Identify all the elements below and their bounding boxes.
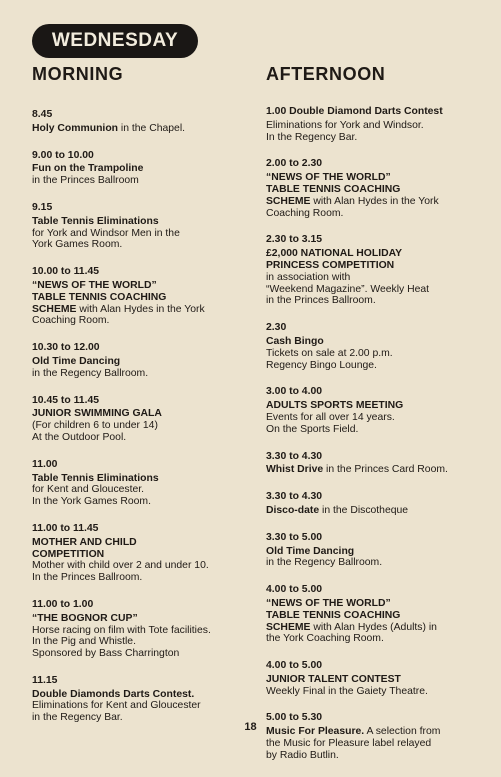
entry-detail: Horse racing on film with Tote facilities. [32,624,211,636]
schedule-entry [266,584,486,645]
entry-line [266,424,486,436]
entry-detail: in the Regency Bar. [32,712,123,724]
entry-line [32,496,252,508]
schedule-entry [266,712,486,761]
entry-detail: in the Regency Ballroom. [32,367,149,379]
entry-title: “NEWS OF THE WORLD” [266,172,391,184]
schedule-entry [32,675,252,724]
schedule-entry [32,109,252,135]
entry-time: 3.30 to 5.00 [266,531,323,543]
schedule-entry [32,459,252,508]
entry-title: SCHEME [266,621,311,633]
afternoon-column [266,106,486,777]
entry-line [266,610,486,622]
entry-title: Whist Drive [266,464,324,476]
entry-line [266,400,486,412]
schedule-entry [266,158,486,219]
schedule-entry [266,386,486,435]
entry-line [32,292,252,304]
schedule-entry [266,234,486,307]
entry-detail: A selection from [364,726,441,738]
entry-time: 11.00 [32,458,58,470]
entry-line [32,700,252,712]
entry-detail: In the Regency Bar. [266,131,358,143]
entry-title: PRINCESS COMPETITION [266,259,395,271]
entry-detail: Mother with child over 2 and under 10. [32,560,209,572]
entry-line [266,686,486,698]
entry-line [266,557,486,569]
entry-title: Table Tennis Eliminations [32,472,159,484]
entry-detail: with Alan Hydes in the York [76,303,205,315]
entry-title: £2,000 NATIONAL HOLIDAY [266,248,403,260]
entry-line [266,272,486,284]
entry-line [266,738,486,750]
entry-time: 9.15 [32,201,53,213]
entry-line [32,484,252,496]
entry-time: 2.30 [266,322,287,334]
entry-time: 5.00 to 5.30 [266,712,323,724]
entry-time: 4.00 to 5.00 [266,584,323,596]
entry-line [32,408,252,420]
schedule-entry [32,523,252,584]
entry-detail: in the Regency Ballroom. [266,557,383,569]
schedule-entry [266,322,486,371]
entry-line [266,208,486,220]
entry-time: 11.15 [32,674,58,686]
entry-title: Disco-date [266,504,320,516]
entry-detail: for York and Windsor Men in the [32,227,180,239]
entry-line [266,674,486,686]
entry-line [266,598,486,610]
schedule-entry [266,451,486,477]
entry-detail: (For children 6 to under 14) [32,420,158,432]
entry-detail: At the Outdoor Pool. [32,431,127,443]
entry-title: Fun on the Trampoline [32,163,144,175]
entry-detail: York Games Room. [32,239,123,251]
entry-title: Table Tennis Eliminations [32,215,159,227]
schedule-entry [266,106,486,143]
entry-time: 10.45 to 11.45 [32,394,100,406]
schedule-entry [32,599,252,660]
morning-column [32,109,252,739]
entry-line [32,537,252,549]
entry-line [266,284,486,296]
afternoon-heading: AFTERNOON [266,64,386,84]
entry-title: “NEWS OF THE WORLD” [32,279,157,291]
entry-title: SCHEME [32,303,77,315]
schedule-entry [32,150,252,187]
entry-detail: with Alan Hydes in the York [310,195,439,207]
entry-detail: Regency Bingo Lounge. [266,359,377,371]
entry-title: Cash Bingo [266,335,324,347]
entry-title: COMPETITION [32,548,105,560]
entry-detail: In the Princes Ballroom. [32,572,143,584]
entry-line [32,473,252,485]
entry-title: TABLE TENNIS COACHING [32,291,167,303]
entry-title: Music For Pleasure. [266,726,365,738]
entry-time: 2.30 to 3.15 [266,234,323,246]
entry-title: “NEWS OF THE WORLD” [266,597,391,609]
entry-detail: Tickets on sale at 2.00 p.m. [266,347,393,359]
entry-detail: On the Sports Field. [266,423,359,435]
entry-line [32,163,252,175]
entry-line [32,216,252,228]
entry-line [32,315,252,327]
entry-title: Holy Communion [32,122,119,134]
day-tab [32,24,198,58]
entry-time: 11.00 to 11.45 [32,522,99,534]
entry-detail: Eliminations for Kent and Gloucester [32,700,201,712]
entry-line [266,260,486,272]
entry-line [266,464,486,476]
entry-detail: with Alan Hydes (Adults) in [310,621,437,633]
entry-title: Double Diamonds Darts Contest. [32,688,195,700]
entry-line [266,295,486,307]
entry-detail: In the York Games Room. [32,496,151,508]
schedule-entry [266,532,486,569]
schedule-entry [32,202,252,251]
entry-title: Old Time Dancing [32,355,121,367]
entry-line [32,368,252,380]
entry-line [266,184,486,196]
entry-detail: in the Discotheque [319,504,409,516]
entry-detail: in the Chapel. [118,122,186,134]
entry-line [266,750,486,762]
entry-time: 4.00 to 5.00 [266,660,323,672]
entry-detail: in the Princes Ballroom. [266,295,376,307]
entry-time: 2.00 to 2.30 [266,158,323,170]
entry-detail: for Kent and Gloucester. [32,484,145,496]
entry-line [266,248,486,260]
page-number: 18 [244,721,257,733]
entry-time: 9.00 to 10.00 [32,149,94,161]
entry-line [266,633,486,645]
entry-time: 3.00 to 4.00 [266,386,323,398]
day-label: WEDNESDAY [51,30,179,51]
entry-detail: Eliminations for York and Windsor. [266,119,424,131]
entry-title: ADULTS SPORTS MEETING [266,400,404,412]
entry-line [32,239,252,251]
entry-line [32,689,252,701]
entry-line [32,175,252,187]
entry-line [266,505,486,517]
entry-line [266,360,486,372]
entry-line [32,280,252,292]
entry-line [32,228,252,240]
entry-detail: the Music for Pleasure label relayed [266,738,432,750]
entry-line [32,560,252,572]
entry-detail: in association with [266,271,351,283]
entry-line [266,196,486,208]
entry-line [266,336,486,348]
entry-line [266,348,486,360]
entry-title: JUNIOR SWIMMING GALA [32,408,162,420]
entry-line [266,546,486,558]
entry-detail: Coaching Room. [266,207,344,219]
entry-title: TABLE TENNIS COACHING [266,609,401,621]
entry-detail: Coaching Room. [32,315,110,327]
entry-title: MOTHER AND CHILD [32,536,137,548]
entry-line [266,172,486,184]
entry-title: SCHEME [266,195,311,207]
entry-line [266,622,486,634]
entry-title: JUNIOR TALENT CONTEST [266,673,401,685]
entry-detail: in the Princes Card Room. [323,464,448,476]
entry-time: 10.00 to 11.45 [32,266,100,278]
entry-line [32,613,252,625]
entry-time: 10.30 to 12.00 [32,342,100,354]
schedule-entry [32,395,252,444]
entry-detail: in the Princes Ballroom [32,175,139,187]
entry-detail: the York Coaching Room. [266,633,384,645]
entry-line [266,120,486,132]
entry-line [32,572,252,584]
entry-title: TABLE TENNIS COACHING [266,183,401,195]
entry-time: 3.30 to 4.30 [266,491,323,503]
entry-line [266,412,486,424]
schedule-entry [266,491,486,517]
entry-time: 1.00 Double Diamond Darts Contest [266,106,443,117]
entry-detail: Sponsored by Bass Charrington [32,648,180,660]
entry-line [32,432,252,444]
entry-line [32,549,252,561]
schedule-entry [32,266,252,327]
entry-line [32,625,252,637]
entry-time: 11.00 to 1.00 [32,598,94,610]
entry-detail: Weekly Final in the Gaiety Theatre. [266,685,428,697]
entry-detail: “Weekend Magazine”. Weekly Heat [266,283,430,295]
entry-line [32,304,252,316]
entry-line [32,636,252,648]
entry-title: Old Time Dancing [266,545,355,557]
entry-time: 8.45 [32,109,53,120]
schedule-entry [32,342,252,379]
entry-line [32,356,252,368]
entry-line [32,648,252,660]
entry-detail: In the Pig and Whistle. [32,636,136,648]
entry-time: 3.30 to 4.30 [266,450,323,462]
entry-detail: Events for all over 14 years. [266,411,395,423]
entry-detail: by Radio Butlin. [266,749,339,761]
entry-line [32,123,252,135]
entry-title: “THE BOGNOR CUP” [32,612,138,624]
schedule-entry [266,660,486,697]
entry-line [32,420,252,432]
entry-line [266,132,486,144]
morning-heading: MORNING [32,64,124,84]
